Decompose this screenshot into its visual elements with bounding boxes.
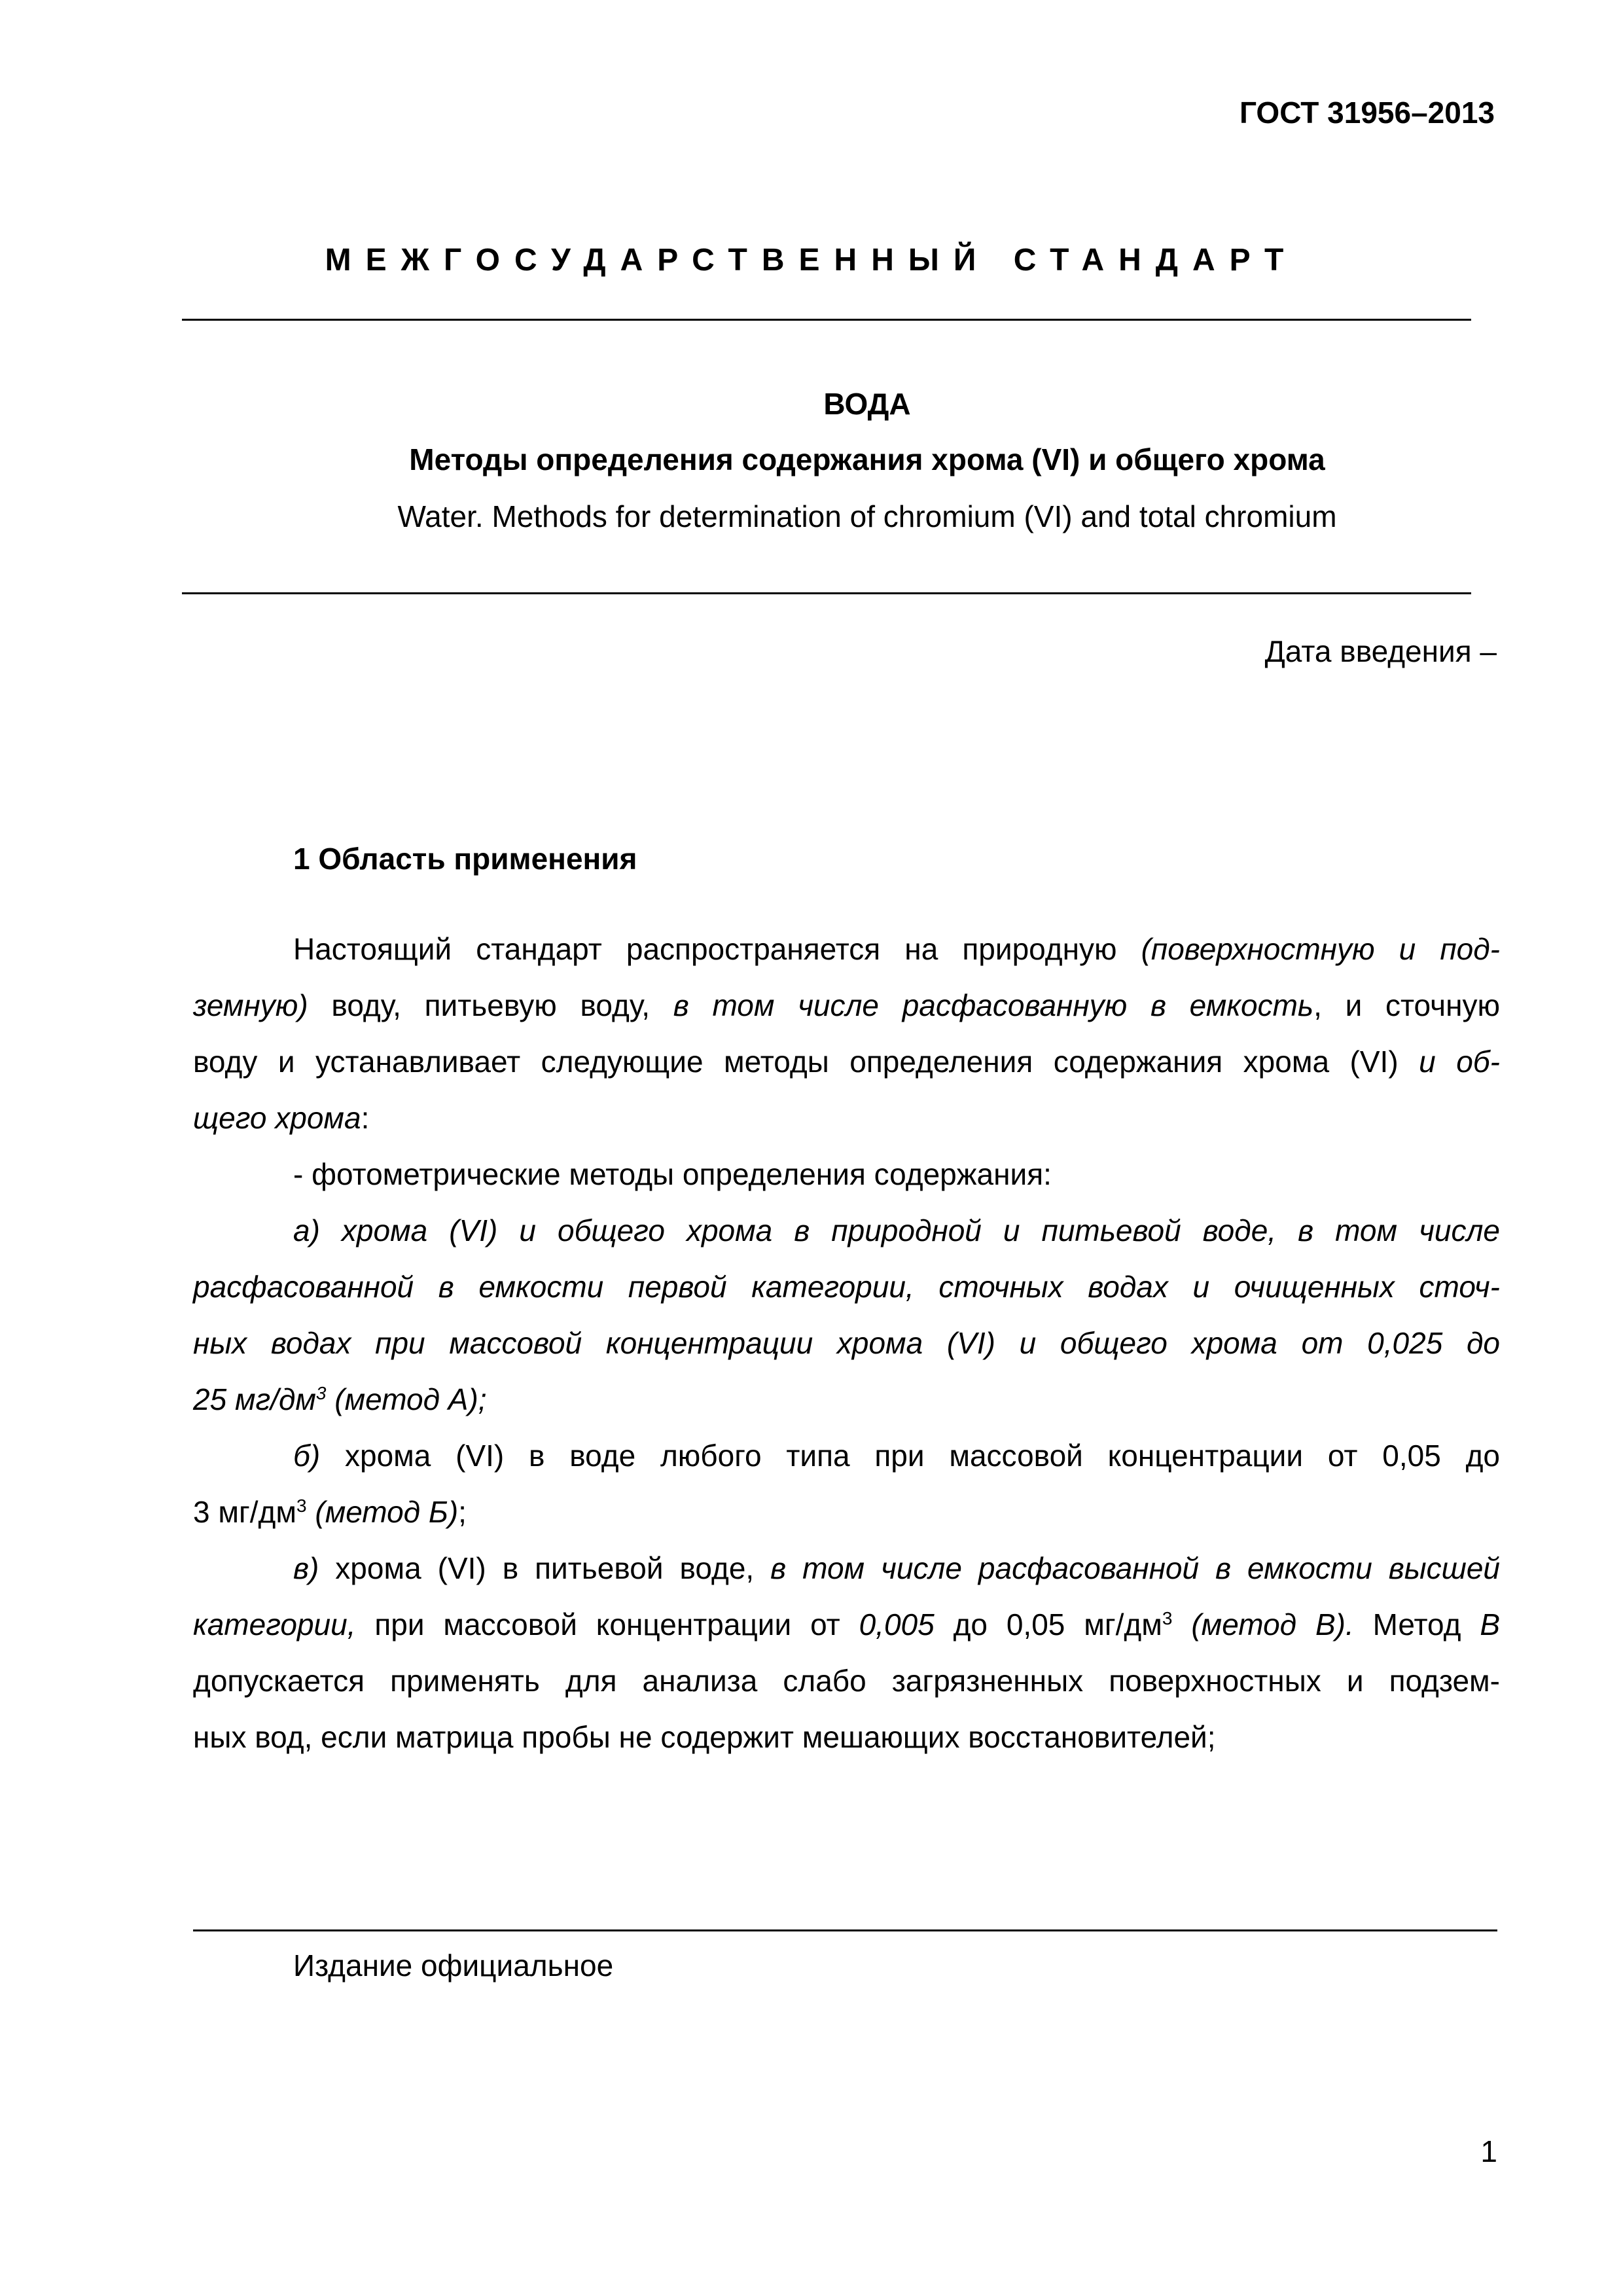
list-item-b-line: 3 $мг/дм^3$ (метод Б); xyxy=(193,1495,467,1529)
paragraph-line: Настоящий стандарт распространяется на природную (поверхностную и под- xyxy=(293,932,1500,966)
document-category-title: МЕЖГОСУДАРСТВЕННЫЙ СТАНДАРТ xyxy=(325,243,1298,278)
list-item-b-line: б) хрома (VI) в воде любого типа при массовой концентрации от 0,05 до xyxy=(293,1439,1500,1473)
title-main: ВОДА xyxy=(823,387,911,421)
paragraph-line: воду и устанавливает следующие методы определения содержания хрома (VI) и об- xyxy=(193,1045,1500,1079)
title-subtitle-en: Water. Methods for determination of chromium (VI) and total chromium xyxy=(397,499,1337,533)
paragraph-line: земную) воду, питьевую воду, в том числе расфасованную в емкость, и сточную xyxy=(193,988,1500,1022)
list-item-a-line: расфасованной в емкости первой категории, сточных водах и очищенных сточ- xyxy=(193,1270,1500,1304)
section-heading: 1 Область применения xyxy=(293,842,637,876)
list-intro: - фотометрические методы определения содержания: xyxy=(293,1157,1052,1191)
edition-note: Издание официальное xyxy=(293,1948,614,1982)
list-item-v-line: категории, при массовой концентрации от 0,005 до 0,05 $мг/дм^3$ (метод В). Метод В xyxy=(193,1607,1501,1641)
standard-code: ГОСТ 31956–2013 xyxy=(1239,96,1495,130)
list-item-a-line: ных водах при массовой концентрации хрома (VI) и общего хрома от 0,025 до xyxy=(193,1326,1500,1360)
list-item-v-line: в) хрома (VI) в питьевой воде, в том числе расфасованной в емкости высшей xyxy=(293,1551,1500,1585)
title-subtitle-ru: Методы определения содержания хрома (VI) и общего хрома xyxy=(409,442,1325,476)
effective-date-label: Дата введения – xyxy=(1264,634,1497,668)
list-item-a-line: а) хрома (VI) и общего хрома в природной и питьевой воде, в том числе xyxy=(293,1213,1500,1247)
divider-footer xyxy=(193,1929,1497,1931)
divider-top xyxy=(182,319,1471,321)
divider-title xyxy=(182,592,1471,594)
list-item-v-line: ных вод, если матрица пробы не содержит мешающих восстановителей; xyxy=(193,1720,1216,1754)
page-number: 1 xyxy=(1480,2134,1497,2168)
list-item-a-line: 25 $мг/дм^3$ (метод А); xyxy=(193,1382,487,1416)
paragraph-line: щего хрома: xyxy=(193,1101,370,1135)
list-item-v-line: допускается применять для анализа слабо загрязненных поверхностных и подзем- xyxy=(193,1664,1500,1698)
